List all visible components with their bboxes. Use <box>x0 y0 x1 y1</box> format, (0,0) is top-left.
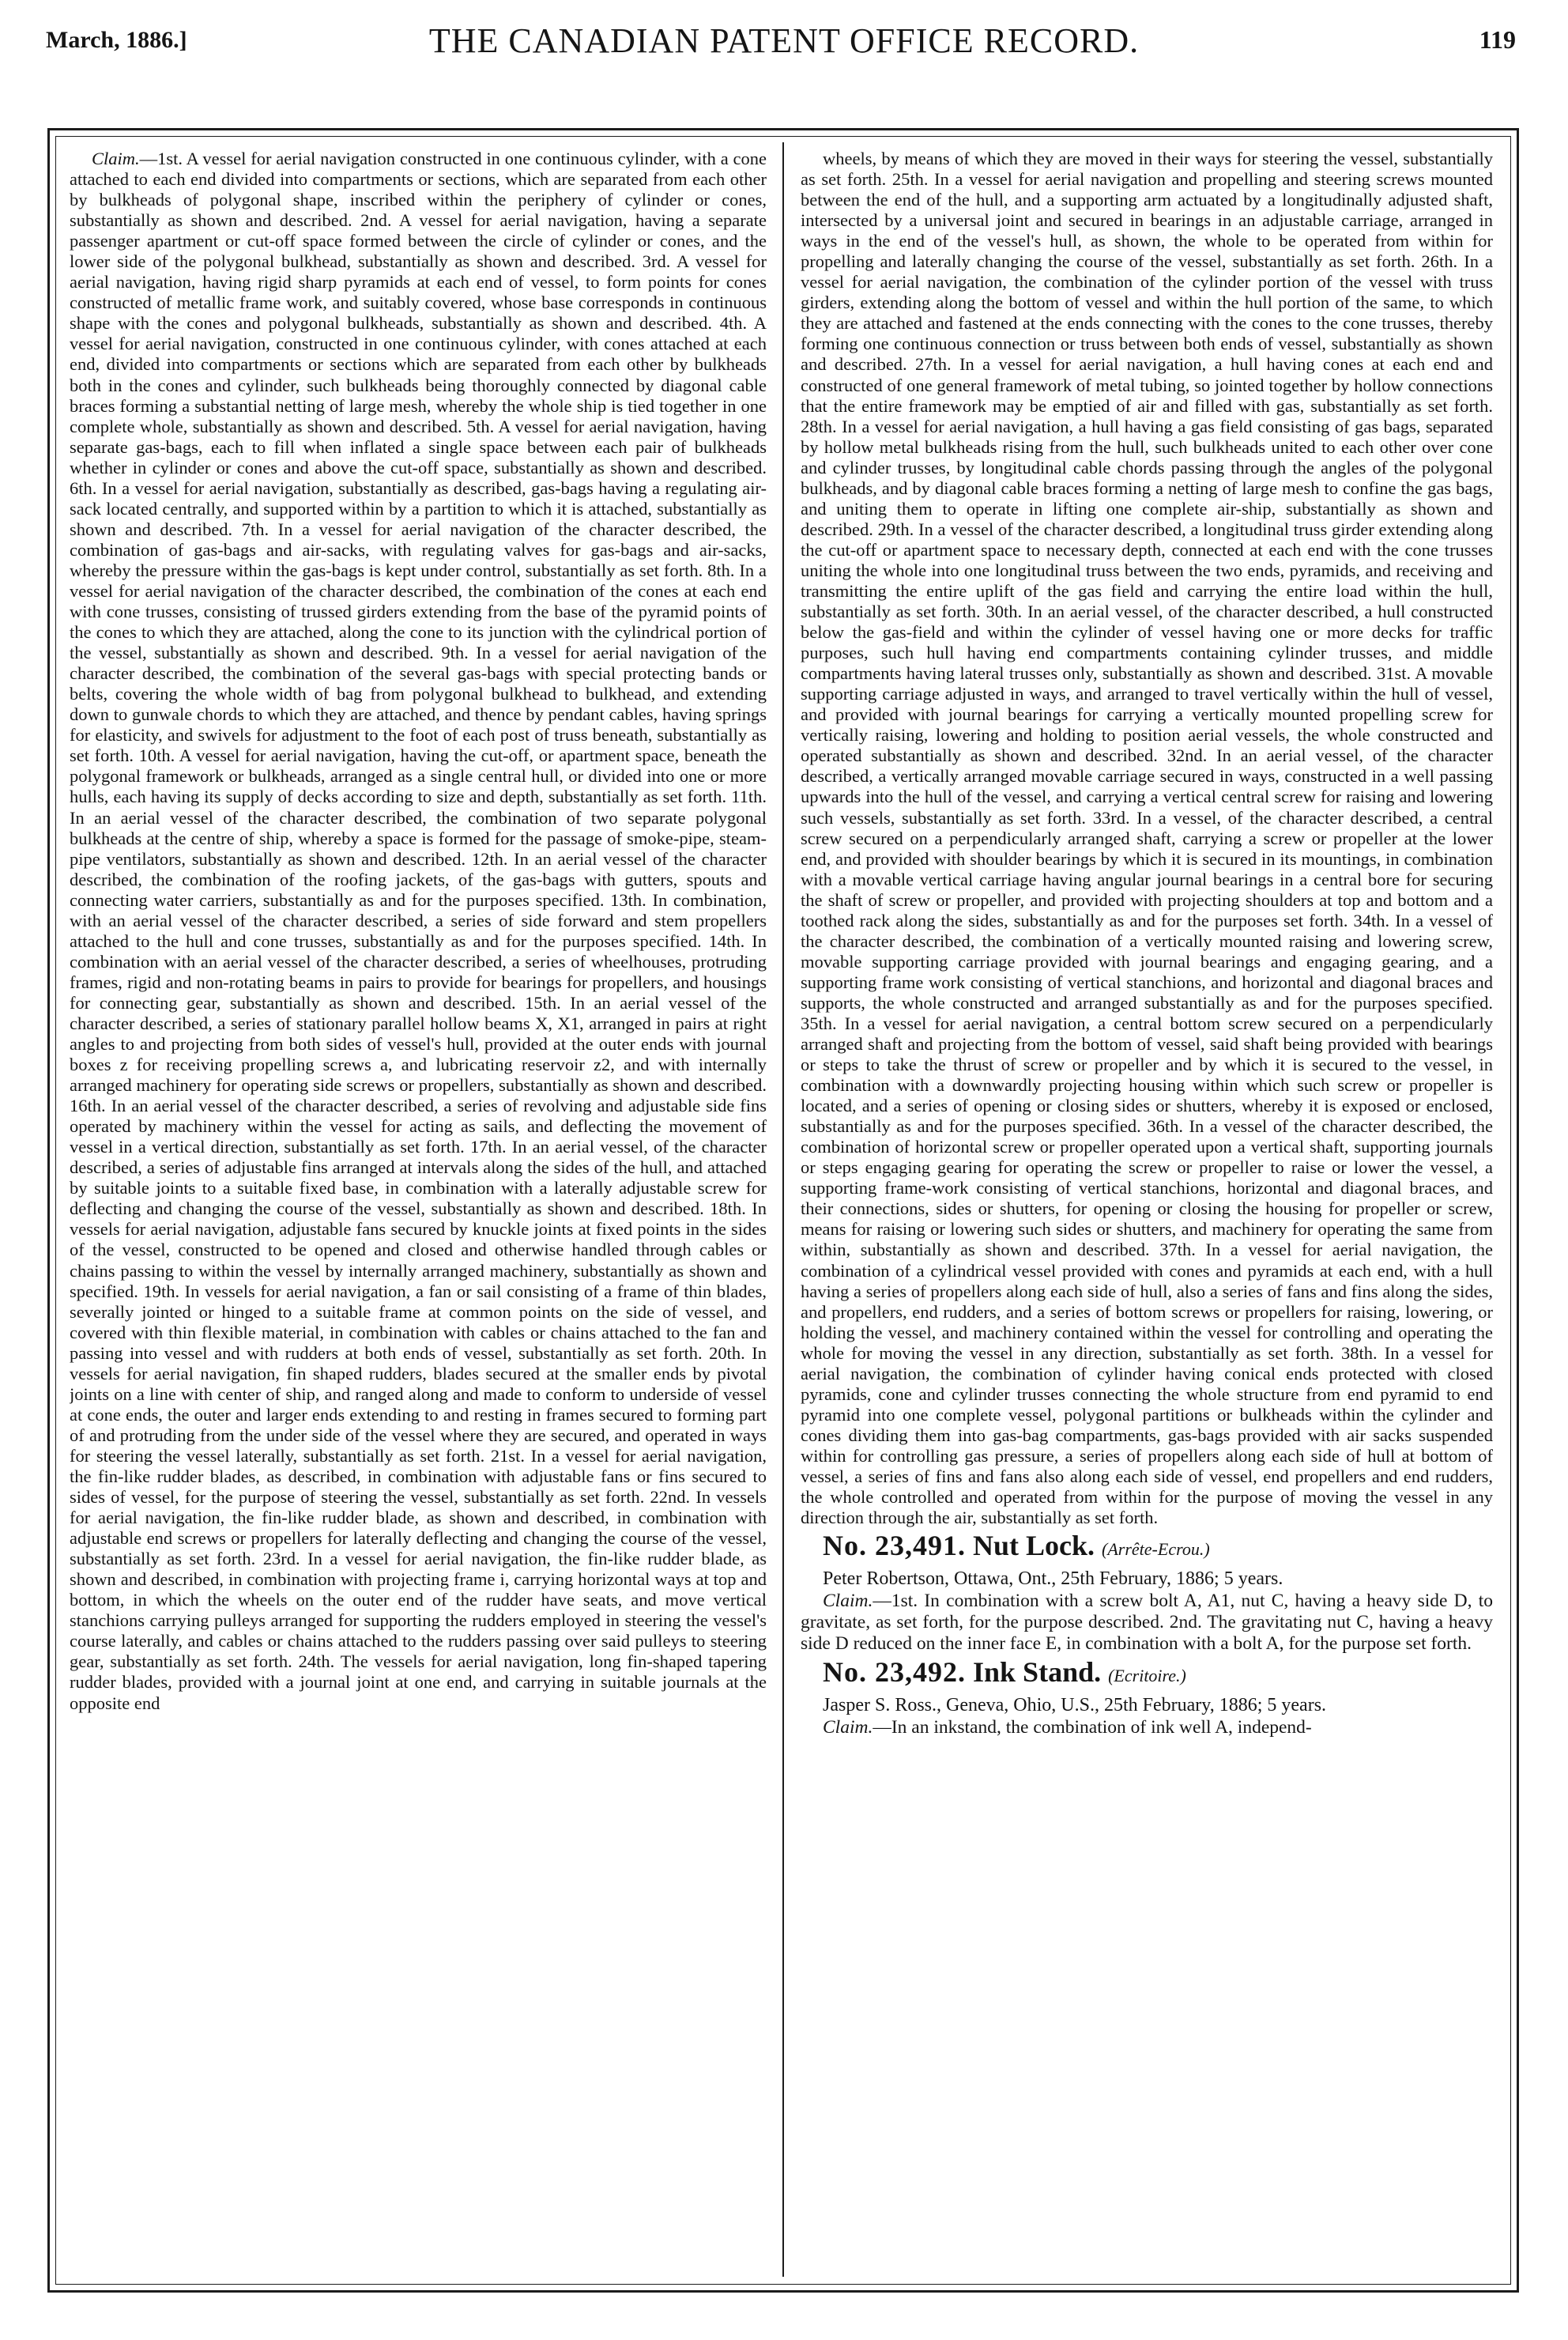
claims-continuation: wheels, by means of which they are moved in their ways for steering the vessel, substantially as set forth. 25th. In a vessel for aerial navigation and propelling and steering screws mounted between the end of the hull, and a supporting arm actuated by a longitudinally adjusted shaft, intersected by a universal joint and secured in bearings in an adjustable carriage, arranged in ways in the end of the vessel's hull, as shown, the whole to be operated from within for propelling and laterally changing the course of the vessel, substantially as set forth. 26th. In a vessel for aerial navigation, the combination of the cylinder portion of the vessel with truss girders, extending along the bottom of vessel and within the hull portion of the same, to which they are attached and fastened at the ends connecting with the cones to the cone trusses, thereby forming one continuous connection or truss between both ends of vessel, substantially as shown and described. 27th. In a vessel for aerial navigation, a hull having cones at each end and constructed of one general framework of metal tubing, so jointed together by hollow connections that the entire framework may be emptied of air and filled with gas, substantially as set forth. 28th. In a vessel for aerial navigation, a hull having a gas field consisting of gas bags, separated by hollow metal bulkheads rising from the hull, such bulkheads united to each other over cone and cylinder trusses, by longitudinal cable chords passing through the angles of the polygonal bulkheads, and by diagonal cable braces forming a netting of large mesh to confine the gas bags, and uniting them to operate in lifting one complete air-ship, substantially as shown and described. 29th. In a vessel of the character described, a longitudinal truss girder extending along the cut-off or apartment space to necessary depth, connected at each end with the cone trusses uniting the whole into one longitudinal truss between the two ends, pyramids, and receiving and transmitting the entire uplift of the gas field and carrying the entire load within the hull, substantially as set forth. 30th. In an aerial vessel, of the character described, a hull constructed below the gas-field and within the cylinder of vessel having one or more decks for traffic purposes, such hull having end compartments containing cylinder trusses, and middle compartments having lateral trusses only, substantially as shown and described. 31st. A movable supporting carriage adjusted in ways, and arranged to travel vertically within the hull of vessel, and provided with journal bearings for carrying a vertically mounted propelling screw for vertically raising, lowering and holding to position aerial vessels, the whole constructed and operated substantially as shown and described. 32nd. In an aerial vessel, of the character described, a vertically arranged movable carriage secured in ways, constructed in a well passing upwards into the hull of the vessel, and carrying a vertical central screw for raising and lowering such vessels, substantially as set forth. 33rd. In a vessel, of the character described, a central screw secured on a perpendicularly arranged shaft, carrying a screw or propeller at the lower end, and provided with shoulder bearings by which it is secured in its mountings, in combination with a movable vertical carriage having angular journal bearings in a central bore for securing the shaft of screw or propeller, and provided with projecting shoulders at top and bottom and a toothed rack along the sides, substantially as and for the purposes set forth. 34th. In a vessel of the character described, the combination of a vertically mounted raising and lowering screw, movable supporting carriage provided with journal bearings and engaging gearing, and a supporting frame work consisting of vertical stanchions, and horizontal and diagonal braces and supports, the whole constructed and arranged substantially as and for the purposes specified. 35th. In a vessel for aerial navigation, a central bottom screw secured on a perpendicularly arranged shaft and projecting from the bottom of vessel, said shaft being provided with bearings or steps to take the thrust of screw or propeller and by which it is secured to the vessel, in combination with a downwardly projecting housing within which such screw or propeller is located, and a series of opening or closing sides or shutters, whereby it is exposed or enclosed, substantially as and for the purposes specified. 36th. In a vessel of the character described, the combination of horizontal screw or propeller operated upon a vertical shaft, supporting journals or steps engaging gearing for operating the screw or propeller to raise or lower the vessel, a supporting frame-work consisting of vertical stanchions, horizontal and diagonal braces, and their connections, sides or shutters, for opening or closing the housing for propeller or screw, means for raising or lowering such sides or shutters, and machinery for operating the same from within, substantially as shown and described. 37th. In a vessel for aerial navigation, the combination of a cylindrical vessel provided with cones and pyramids at each end, with a hull having a series of propellers along each side of hull, also a series of fans and fins along the sides, and propellers, end rudders, and a series of bottom screws or propellers for raising, lowering, or holding the vessel, and machinery contained within the vessel for controlling and operating the whole for moving the vessel in any direction, substantially as set forth. 38th. In a vessel for aerial navigation, the combination of cylinder having conical ends protected with closed pyramids, cone and cylinder trusses connecting the whole structure from end pyramid to end pyramid into one complete vessel, polygonal partitions or bulkheads within the cylinder and cones dividing them into gas-bag compartments, gas-bags provided with air sacks suspended within for controlling gas pressure, a series of propellers along each side of hull at bottom of vessel, a series of fins and fans also along each side of vessel, end propellers and end rudders, the whole controlled and operated from within for the purpose of moving the vessel in any direction through the air, substantially as set forth. <box>801 149 1493 1528</box>
left-column <box>70 149 767 2283</box>
patent-number: No. 23,491. <box>823 1530 966 1562</box>
patent-heading <box>801 1655 1493 1693</box>
claim-text: —1st. In combination with a screw bolt A, A1, nut C, having a heavy side D, to gravitate, as set forth, for the purpose described. 2nd. The gravitating nut C, having a heavy side D reduced on the inner face E, in combination with a bolt A, for the purpose set forth. <box>801 1591 1493 1655</box>
claim-label: Claim. <box>823 1591 873 1612</box>
patent-claim <box>801 1591 1493 1655</box>
column-rule <box>782 142 784 2277</box>
patent-title: Ink Stand. <box>973 1656 1102 1689</box>
claims-text: —1st. A vessel for aerial navigation constructed in one continuous cylinder, with a cone attached to each end divided into compartments or sections, which are separated from each other by bulkheads of polygonal shape, inscribed within the periphery of cylinder or cones, substantially as shown and described. 2nd. A vessel for aerial navigation, having a separate passenger apartment or cut-off space formed between the circle of cylinder or cones, and the lower side of the polygonal bulkhead, substantially as shown and described. 3rd. A vessel for aerial navigation, having rigid sharp pyramids at each end of vessel, to form points for cones constructed of metallic frame work, and suitably covered, whose base corresponds in continuous shape with the cones and polygonal bulkheads, substantially as shown and described. 4th. A vessel for aerial navigation, constructed in one continuous cylinder, with cones attached at each end, divided into compartments or sections which are separated from each other by bulkheads both in the cones and cylinder, such bulkheads being thoroughly connected by diagonal cable braces forming a substantial netting of large mesh, whereby the whole ship is tied together in one complete whole, substantially as shown and described. 5th. A vessel for aerial navigation, having separate gas-bags, each to fill when inflated a single space between each pair of bulkheads whether in cylinder or cones and above the cut-off space, substantially as shown and described. 6th. In a vessel for aerial navigation, substantially as described, gas-bags having a regulating air-sack located centrally, and supported within by a partition to which it is attached, substantially as shown and described. 7th. In a vessel for aerial navigation of the character described, the combination of gas-bags and air-sacks, with regulating valves for gas-bags and air-sacks, whereby the pressure within the gas-bags is kept under control, substantially as set forth. 8th. In a vessel for aerial navigation of the character described, the combination of the cones at each end with cone trusses, consisting of trussed girders extending from the base of the pyramid points of the cones to which they are attached, along the cone to its junction with the cylindrical portion of the vessel, substantially as shown and described. 9th. In a vessel for aerial navigation of the character described, the combination of the several gas-bags with special protecting bands or belts, covering the whole width of bag from polygonal bulkhead to bulkhead, and extending down to gunwale chords to which they are attached, and thence by pendant cables, having springs for elasticity, and swivels for adjustment to the foot of each post of truss beneath, substantially as set forth. 10th. A vessel for aerial navigation, having the cut-off, or apartment space, beneath the polygonal framework or bulkheads, arranged as a single central hull, or divided into one or more hulls, each having its supply of decks according to size and depth, substantially as set forth. 11th. In an aerial vessel of the character described, the combination of two separate polygonal bulkheads at the centre of ship, whereby a space is formed for the passage of smoke-pipe, steam-pipe ventilators, substantially as shown and described. 12th. In an aerial vessel of the character described, the combination of the roofing jackets, of the gas-bags with gutters, spouts and connecting water carriers, substantially as and for the purposes specified. 13th. In combination, with an aerial vessel of the character described, a series of side forward and stem propellers attached to the hull and cone trusses, substantially as and for the purposes specified. 14th. In combination with an aerial vessel of the character described, a series of wheelhouses, protruding frames, rigid and non-rotating beams in pairs to provide for bearings for propellers, and housings for connecting gear, substantially as shown and described. 15th. In an aerial vessel of the character described, a series of stationary parallel hollow beams X, X1, arranged in pairs at right angles to and projecting from both sides of vessel's hull, provided at the outer ends with journal boxes z for receiving propelling screws a, and lubricating reservoir z2, and with internally arranged machinery for operating side screws or propellers, substantially as shown and described. 16th. In an aerial vessel of the character described, a series of revolving and adjustable side fins operated by machinery within the vessel for acting as sails, and deflecting the movement of vessel in a vertical direction, substantially as set forth. 17th. In an aerial vessel, of the character described, a series of adjustable fins arranged at intervals along the sides of the hull, and attached by suitable joints to a suitable fixed base, in combination with a laterally adjustable screw for deflecting and changing the course of the vessel, substantially as shown and described. 18th. In vessels for aerial navigation, adjustable fans secured by knuckle joints at fixed points in the sides of the vessel, constructed to be opened and closed and otherwise handled through cables or chains passing to within the vessel by internally arranged machinery, substantially as shown and specified. 19th. In vessels for aerial navigation, a fan or sail consisting of a frame of thin blades, severally jointed or hinged to a suitable frame at common points on the side of vessel, and covered with thin flexible material, in combination with cables or chains attached to the fan and passing into vessel and with rudders at both ends of vessel, substantially as set forth. 20th. In vessels for aerial navigation, fin shaped rudders, blades secured at the smaller ends by pivotal joints on a line with center of ship, and ranged along and made to conform to underside of vessel at cone ends, the outer and larger ends extending to and resting in frames secured to forming part of and protruding from the under side of the vessel where they are secured, and operated in ways for steering the vessel laterally, substantially as set forth. 21st. In a vessel for aerial navigation, the fin-like rudder blades, as described, in combination with adjustable fans or fins secured to sides of vessel, for the purpose of steering the vessel, substantially as set forth. 22nd. In vessels for aerial navigation, the fin-like rudder blade, as shown and described, in combination with adjustable end screws or propellers for laterally deflecting and changing the course of the vessel, substantially as set forth. 23rd. In a vessel for aerial navigation, the fin-like rudder blade, as shown and described, in combination with projecting frame i, carrying horizontal ways at top and bottom, in which the wheels on the outer end of the rudder have seats, and move vertical stanchions carrying pulleys arranged for supporting the rudders employed in steering the vessel's course laterally, and cables or chains attached to the rudders passing over said pulleys to steering gear, substantially as set forth. 24th. The vessels for aerial navigation, long fin-shaped tapering rudder blades, provided with a journal joint at one end, and carrying in suitable journals at the opposite end <box>70 149 767 1713</box>
claims-paragraph <box>70 149 767 1714</box>
running-head <box>24 21 1544 60</box>
publication-title: THE CANADIAN PATENT OFFICE RECORD. <box>428 21 1140 60</box>
patent-title: Nut Lock. <box>973 1530 1095 1562</box>
claim-label: Claim. <box>823 1717 873 1738</box>
issue-date: March, 1886.] <box>46 27 187 53</box>
patent-claim <box>801 1717 1493 1738</box>
patent-inventor: Jasper S. Ross., Geneva, Ohio, U.S., 25th February, 1886; 5 years. <box>823 1695 1327 1716</box>
patent-inventor: Peter Robertson, Ottawa, Ont., 25th February, 1886; 5 years. <box>823 1568 1283 1590</box>
patent-french-title: (Ecritoire.) <box>1108 1666 1186 1686</box>
claim-label: Claim. <box>92 149 140 168</box>
claim-text: —In an inkstand, the combination of ink well A, independ- <box>873 1717 1312 1738</box>
patent-heading <box>801 1528 1493 1567</box>
patent-french-title: (Arrête-Ecrou.) <box>1102 1539 1210 1560</box>
right-column <box>801 149 1493 2283</box>
page-number: 119 <box>1479 25 1516 54</box>
patent-number: No. 23,492. <box>823 1656 966 1689</box>
